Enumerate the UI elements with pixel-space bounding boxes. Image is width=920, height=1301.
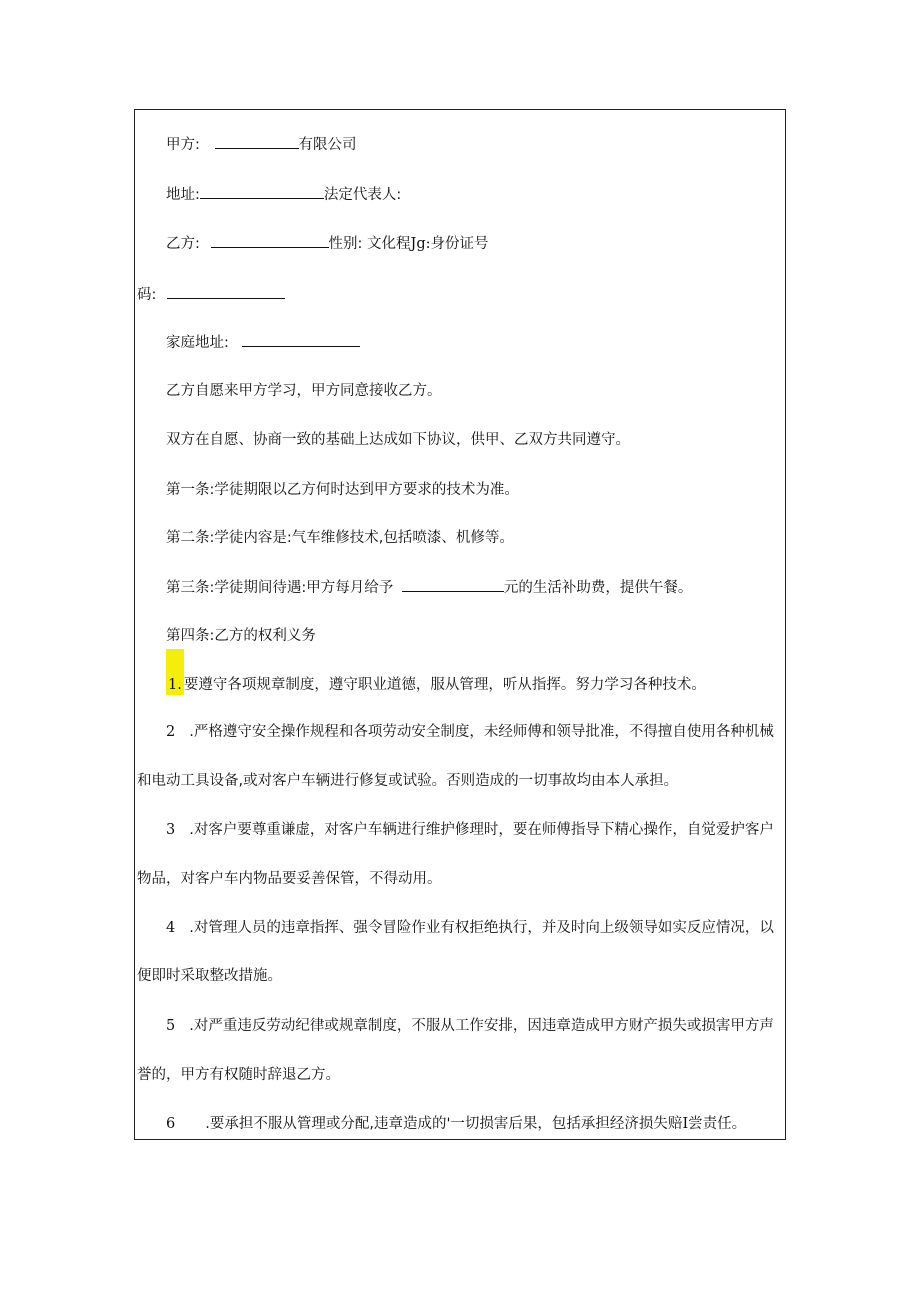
party-b-line bbox=[166, 233, 488, 254]
party-a-suffix: 有限公司 bbox=[298, 137, 357, 153]
item-4-line-2: 便即时采取整改措施。 bbox=[137, 968, 282, 984]
item-5-number: 5 bbox=[166, 1018, 176, 1034]
item-3-number: 3 bbox=[166, 822, 176, 838]
item-2-line-2: 和电动工具设备,或对客户车辆进行修复或试验。否则造成的一切事故均由本人承担。 bbox=[137, 773, 679, 789]
gender-label: 性别: bbox=[328, 236, 363, 252]
item-1 bbox=[166, 675, 706, 695]
id-number-cont-label: 码: bbox=[137, 287, 157, 303]
party-b-label: 乙方: bbox=[166, 236, 200, 252]
article-1: 第一条:学徒期限以乙方何时达到甲方要求的技术为准。 bbox=[166, 482, 519, 498]
home-address-label: 家庭地址: bbox=[166, 335, 229, 351]
item-1-text: 要遵守各项规章制度，遵守职业道德，服从管理，听从指挥。努力学习各种技术。 bbox=[183, 677, 706, 693]
intro-paragraph-1: 乙方自愿来甲方学习，甲方同意接收乙方。 bbox=[166, 383, 442, 399]
item-5-line-2: 誉的，甲方有权随时辞退乙方。 bbox=[137, 1067, 340, 1083]
item-2-line-1 bbox=[166, 722, 774, 742]
article-3 bbox=[166, 577, 692, 598]
home-address-blank[interactable] bbox=[242, 332, 360, 347]
article-3-suffix: 元的生活补助费，提供午餐。 bbox=[503, 580, 693, 596]
home-address-line bbox=[166, 332, 360, 353]
item-4-text-1: .对管理人员的违章指挥、强令冒险作业有权拒绝执行，并及时向上级领导如实反应情况，以 bbox=[189, 920, 774, 936]
item-6-text-1: .要承担不服从管理或分配,违章造成的'一切损害后果，包括承担经济损失赔 bbox=[205, 1116, 683, 1132]
item-6-line bbox=[166, 1114, 746, 1134]
id-number-line bbox=[137, 284, 285, 305]
subsidy-amount-blank[interactable] bbox=[402, 577, 504, 592]
item-5-line-1 bbox=[166, 1016, 774, 1036]
item-3-text-1: .对客户要尊重谦虚，对客户车辆进行维护修理时，要在师傅指导下精心操作，自觉爱护客户 bbox=[189, 822, 774, 838]
party-b-name-blank[interactable] bbox=[211, 233, 329, 248]
address-line bbox=[166, 184, 401, 205]
id-number-blank[interactable] bbox=[167, 284, 285, 299]
item-6-text-2: 尝责任。 bbox=[688, 1116, 747, 1132]
address-label: 地址: bbox=[166, 187, 200, 203]
item-6-mark: I bbox=[682, 1116, 689, 1132]
item-2-text-1: .严格遵守安全操作规程和各项劳动安全制度，未经师傅和领导批准，不得擅自使用各种机械 bbox=[189, 724, 774, 740]
party-a-line bbox=[166, 134, 357, 155]
item-3-line-2: 物品，对客户车内物品要妥善保管，不得动用。 bbox=[137, 871, 442, 887]
article-3-text: 第三条:学徒期间待遇:甲方每月给予 bbox=[166, 580, 394, 596]
party-a-label: 甲方: bbox=[166, 137, 200, 153]
party-a-name-blank[interactable] bbox=[215, 134, 299, 149]
item-6-number: 6 bbox=[166, 1116, 176, 1132]
item-3-line-1 bbox=[166, 820, 774, 840]
address-blank[interactable] bbox=[200, 184, 324, 199]
item-1-number-highlight: 1. bbox=[166, 649, 184, 695]
intro-paragraph-2: 双方在自愿、协商一致的基础上达成如下协议，供甲、乙双方共同遵守。 bbox=[166, 432, 630, 448]
item-4-number: 4 bbox=[166, 920, 176, 936]
education-mark: Jg: bbox=[410, 236, 431, 252]
education-label: 文化程 bbox=[367, 236, 411, 252]
article-4: 第四条:乙方的权利义务 bbox=[166, 628, 316, 644]
item-2-number: 2 bbox=[166, 724, 176, 740]
item-4-line-1 bbox=[166, 918, 774, 938]
id-number-label: 身份证号 bbox=[430, 236, 489, 252]
item-5-text-1: .对严重违反劳动纪律或规章制度，不服从工作安排，因违章造成甲方财产损失或损害甲方声 bbox=[189, 1018, 774, 1034]
article-2: 第二条:学徒内容是:气车维修技术,包括喷漆、机修等。 bbox=[166, 530, 514, 546]
legal-rep-label: 法定代表人: bbox=[323, 187, 402, 203]
